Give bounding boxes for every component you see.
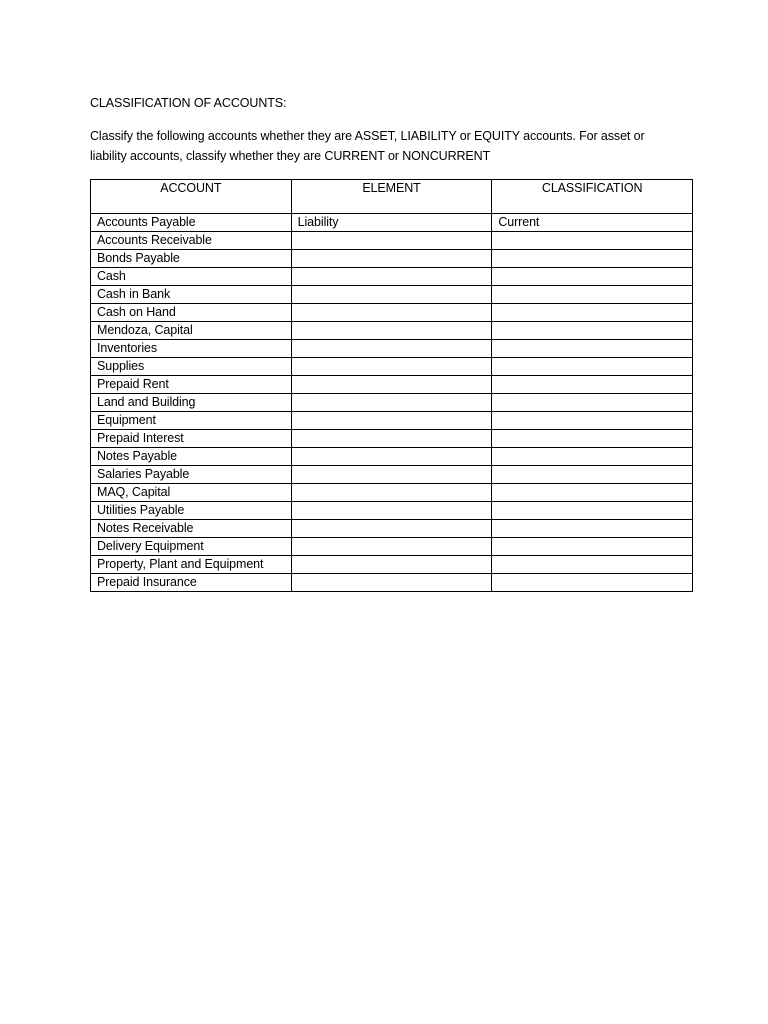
element-cell: [291, 340, 492, 358]
account-cell: Notes Payable: [91, 448, 292, 466]
element-cell: [291, 394, 492, 412]
classification-cell: [492, 466, 693, 484]
element-cell: [291, 538, 492, 556]
table-row: [91, 502, 693, 520]
account-cell: Mendoza, Capital: [91, 322, 292, 340]
account-cell: Cash in Bank: [91, 286, 292, 304]
classification-cell: [492, 484, 693, 502]
table-row: [91, 322, 693, 340]
classification-cell: [492, 538, 693, 556]
account-cell: Utilities Payable: [91, 502, 292, 520]
account-cell: Equipment: [91, 412, 292, 430]
element-cell: [291, 412, 492, 430]
element-cell: [291, 376, 492, 394]
classification-cell: [492, 340, 693, 358]
table-row: [91, 556, 693, 574]
element-cell: [291, 448, 492, 466]
classification-cell: [492, 394, 693, 412]
header-classification: CLASSIFICATION: [492, 180, 693, 214]
element-cell: [291, 466, 492, 484]
table-row: [91, 286, 693, 304]
element-cell: [291, 268, 492, 286]
classification-cell: [492, 430, 693, 448]
table-row: [91, 214, 693, 232]
classification-cell: [492, 448, 693, 466]
header-element: ELEMENT: [291, 180, 492, 214]
element-cell: [291, 430, 492, 448]
account-cell: Land and Building: [91, 394, 292, 412]
element-cell: Liability: [291, 214, 492, 232]
classification-cell: [492, 358, 693, 376]
classification-cell: [492, 268, 693, 286]
document-heading: CLASSIFICATION OF ACCOUNTS:: [90, 96, 287, 110]
table-header-row: [91, 180, 693, 214]
element-cell: [291, 304, 492, 322]
account-cell: Accounts Payable: [91, 214, 292, 232]
classification-cell: [492, 556, 693, 574]
classification-cell: [492, 322, 693, 340]
account-cell: Salaries Payable: [91, 466, 292, 484]
table-row: [91, 250, 693, 268]
classification-cell: [492, 520, 693, 538]
table-row: [91, 268, 693, 286]
classification-cell: [492, 286, 693, 304]
account-cell: Prepaid Interest: [91, 430, 292, 448]
element-cell: [291, 484, 492, 502]
table-row: [91, 538, 693, 556]
table-row: [91, 394, 693, 412]
account-cell: Inventories: [91, 340, 292, 358]
account-cell: Prepaid Insurance: [91, 574, 292, 592]
classification-cell: [492, 232, 693, 250]
instructions-text: Classify the following accounts whether they are ASSET, LIABILITY or EQUITY accounts. For asset or liability accounts, classify whether they are CURRENT or NONCURRENT: [90, 129, 645, 163]
element-cell: [291, 502, 492, 520]
table-row: [91, 430, 693, 448]
account-cell: Notes Receivable: [91, 520, 292, 538]
account-cell: Prepaid Rent: [91, 376, 292, 394]
account-cell: MAQ, Capital: [91, 484, 292, 502]
accounts-table: [90, 179, 693, 592]
classification-cell: Current: [492, 214, 693, 232]
account-cell: Delivery Equipment: [91, 538, 292, 556]
table-row: [91, 358, 693, 376]
account-cell: Cash on Hand: [91, 304, 292, 322]
classification-cell: [492, 574, 693, 592]
element-cell: [291, 322, 492, 340]
table-row: [91, 376, 693, 394]
element-cell: [291, 250, 492, 268]
table-row: [91, 448, 693, 466]
header-account: ACCOUNT: [91, 180, 292, 214]
table-row: [91, 232, 693, 250]
account-cell: Supplies: [91, 358, 292, 376]
element-cell: [291, 556, 492, 574]
classification-cell: [492, 376, 693, 394]
classification-cell: [492, 412, 693, 430]
account-cell: Accounts Receivable: [91, 232, 292, 250]
account-cell: Bonds Payable: [91, 250, 292, 268]
classification-cell: [492, 304, 693, 322]
table-row: [91, 466, 693, 484]
classification-cell: [492, 250, 693, 268]
table-row: [91, 574, 693, 592]
account-cell: Cash: [91, 268, 292, 286]
element-cell: [291, 286, 492, 304]
table-row: [91, 520, 693, 538]
table-row: [91, 304, 693, 322]
table-row: [91, 340, 693, 358]
element-cell: [291, 232, 492, 250]
element-cell: [291, 574, 492, 592]
element-cell: [291, 520, 492, 538]
table-body: [91, 214, 693, 592]
table-row: [91, 484, 693, 502]
account-cell: Property, Plant and Equipment: [91, 556, 292, 574]
element-cell: [291, 358, 492, 376]
classification-cell: [492, 502, 693, 520]
table-row: [91, 412, 693, 430]
